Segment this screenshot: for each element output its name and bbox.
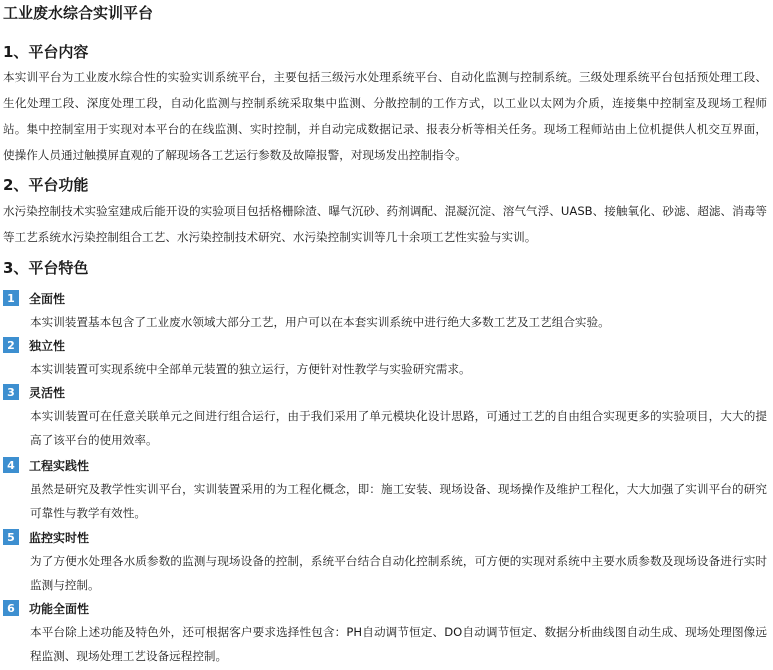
feature-item bbox=[3, 527, 767, 597]
page-title: 工业废水综合实训平台 bbox=[3, 4, 154, 22]
feature-title: 功能全面性 bbox=[29, 601, 90, 616]
feature-text: 虽然是研究及教学性实训平台，实训装置采用的为工程化概念，即：施工安装、现场设备、现场操作及维护工程化，大大加强了实训平台的研究可靠性与教学有效性。 bbox=[30, 482, 767, 520]
feature-number-badge: 6 bbox=[3, 600, 19, 616]
feature-title: 工程实践性 bbox=[29, 458, 90, 473]
feature-title: 独立性 bbox=[29, 338, 66, 353]
feature-text: 本实训装置基本包含了工业废水领域大部分工艺，用户可以在本套实训系统中进行绝大多数工艺及工艺组合实验。 bbox=[30, 315, 610, 329]
feature-number-badge: 3 bbox=[3, 384, 19, 400]
feature-item bbox=[3, 335, 767, 381]
feature-item bbox=[3, 288, 767, 334]
feature-number-badge: 1 bbox=[3, 290, 19, 306]
feature-number-badge: 2 bbox=[3, 337, 19, 353]
feature-number-badge: 5 bbox=[3, 529, 19, 545]
feature-item bbox=[3, 455, 767, 525]
feature-text: 为了方便水处理各水质参数的监测与现场设备的控制，系统平台结合自动化控制系统，可方便的实现对系统中主要水质参数及现场设备进行实时监测与控制。 bbox=[30, 554, 767, 592]
section-text-functions: 水污染控制技术实验室建成后能开设的实验项目包括格栅除渣、曝气沉砂、药剂调配、混凝沉淀、溶气气浮、UASB、接触氧化、砂滤、超滤、消毒等等工艺系统水污染控制组合工艺、水污染控制技术研究、水污染控制实训等几十余项工艺性实验与实训。 bbox=[3, 204, 767, 244]
feature-title: 监控实时性 bbox=[29, 530, 90, 545]
feature-item bbox=[3, 382, 767, 452]
section-heading-functions: 2、平台功能 bbox=[3, 176, 89, 194]
feature-title: 全面性 bbox=[29, 291, 66, 306]
section-text-content: 本实训平台为工业废水综合性的实验实训系统平台，主要包括三级污水处理系统平台、自动化监测与控制系统。三级处理系统平台包括预处理工段、生化处理工段、深度处理工段，自动化监测与控制系统采取集中监测、分散控制的工作方式，以工业以太网为介质，连接集中控制室及现场工程师站。集中控制室用于实现对本平台的在线监测、实时控制，并自动完成数据记录、报表分析等相关任务。现场工程师站由上位机提供人机交互界面，使操作人员通过触摸屏直观的了解现场各工艺运行参数及故障报警，对现场发出控制指令。 bbox=[3, 70, 767, 162]
feature-title: 灵活性 bbox=[29, 385, 66, 400]
feature-item bbox=[3, 598, 767, 668]
feature-text: 本实训装置可在任意关联单元之间进行组合运行，由于我们采用了单元模块化设计思路，可通过工艺的自由组合实现更多的实验项目，大大的提高了该平台的使用效率。 bbox=[30, 409, 767, 447]
feature-text: 本平台除上述功能及特色外，还可根据客户要求选择性包含：PH自动调节恒定、DO自动调节恒定、数据分析曲线图自动生成、现场处理图像远程监测、现场处理工艺设备远程控制。 bbox=[30, 625, 767, 663]
feature-number-badge: 4 bbox=[3, 457, 19, 473]
section-heading-features: 3、平台特色 bbox=[3, 259, 89, 277]
section-heading-content: 1、平台内容 bbox=[3, 43, 89, 61]
feature-text: 本实训装置可实现系统中全部单元装置的独立运行，方便针对性教学与实验研究需求。 bbox=[30, 362, 471, 376]
